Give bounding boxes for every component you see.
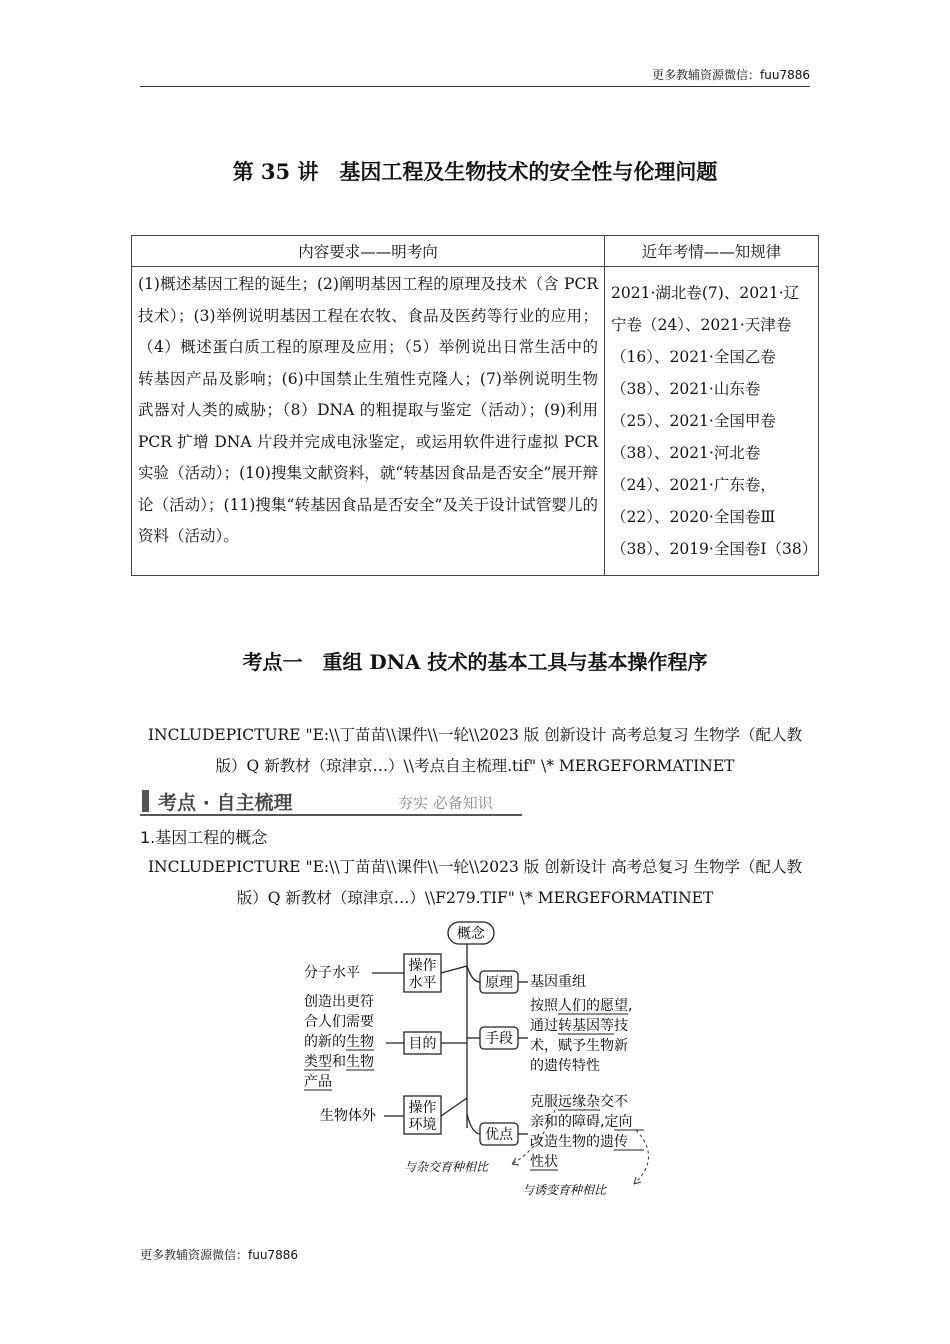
header-text: 更多教辅资源微信：fuu7886 <box>652 68 810 82</box>
section-title: 考点一 重组 DNA 技术的基本工具与基本操作程序 <box>242 650 708 674</box>
note-hybrid: 与杂交育种相比 <box>404 1160 489 1174</box>
node-label-advantage: 优点 <box>485 1127 513 1143</box>
desc-advantage-4: 性状 <box>530 1154 558 1170</box>
desc-purpose-2: 合人们需要 <box>304 1014 374 1030</box>
desc-purpose-4: 类型和生物 <box>304 1054 374 1070</box>
include-field-2: INCLUDEPICTURE "E:\\丁苗苗\\课件\\一轮\\2023 版 创新设计 高考总复习 生物学（配人教版）Q 新教材（琼津京…）\\F279.TIF" \* MERGEFORMATINET <box>147 858 803 907</box>
item-heading: 1.基因工程的概念 <box>140 828 268 847</box>
banner-subtitle: 夯实 必备知识 <box>398 794 493 812</box>
desc-means-2: 通过转基因等技 <box>530 1018 628 1034</box>
desc-means-3: 术，赋予生物新 <box>530 1038 628 1054</box>
desc-purpose-3: 的新的生物 <box>304 1034 374 1050</box>
desc-means-1: 按照人们的愿望, <box>530 998 633 1014</box>
note-mutation: 与诱变育种相比 <box>522 1183 607 1197</box>
page-title: 第 35 讲 基因工程及生物技术的安全性与伦理问题 <box>232 159 718 184</box>
node-label-level-2: 水平 <box>408 975 437 991</box>
requirements-table <box>131 235 819 576</box>
page-header <box>140 64 810 87</box>
desc-purpose-5: 产品 <box>304 1074 332 1090</box>
node-label-env-2: 环境 <box>408 1117 437 1133</box>
banner-bar <box>142 790 149 812</box>
node-label-level-1: 操作 <box>408 958 437 974</box>
desc-advantage-2: 亲和的障碍,定向 <box>530 1114 633 1130</box>
table-cell-content: (1)概述基因工程的诞生；(2)阐明基因工程的原理及技术（含 PCR 技术）；(3)举例说明基因工程在农牧、食品及医药等行业的应用；（4）概述蛋白质工程的原理及应用；（5）举例说出日常生活中的转基因产品及影响；(6)中国禁止生殖性克隆人；(7)举例说明生物武器对人类的威胁；（8）DNA 的粗提取与鉴定（活动）；(9)利用 PCR 扩增 DNA 片段并完成电泳鉴定，或运用软件进行虚拟 PCR 实验（活动）；(10)搜集文献资料，就“转基因食品是否安全”展开辩论（活动）；(11)搜集“转基因食品是否安全”及关于设计试管婴儿的资料（活动）。 <box>132 267 605 576</box>
desc-advantage-3: 改造生物的遗传 <box>530 1134 628 1150</box>
table-header-exams: 近年考情——知规律 <box>605 236 819 267</box>
node-label-purpose: 目的 <box>408 1036 437 1052</box>
root-node-label: 概念 <box>457 926 485 942</box>
desc-environment: 生物体外 <box>320 1108 376 1124</box>
include-field-1: INCLUDEPICTURE "E:\\丁苗苗\\课件\\一轮\\2023 版 创新设计 高考总复习 生物学（配人教版）Q 新教材（琼津京…）\\考点自主梳理.tif" \* MERGEFORMATINET <box>147 726 803 775</box>
desc-principle: 基因重组 <box>530 974 586 990</box>
table-header-content: 内容要求——明考向 <box>132 236 605 267</box>
node-label-means: 手段 <box>485 1031 513 1047</box>
table-cell-exams: 2021·湖北卷(7)、2021·辽宁卷（24）、2021·天津卷（16）、2021·全国乙卷（38）、2021·山东卷（25）、2021·全国甲卷（38）、2021·河北卷（24）、2021·广东卷，（22）、2020·全国卷Ⅲ（38）、2019·全国卷Ⅰ（38） <box>605 267 819 576</box>
node-label-principle: 原理 <box>485 975 513 991</box>
desc-means-4: 的遗传特性 <box>530 1058 600 1074</box>
desc-purpose-1: 创造出更符 <box>304 994 374 1010</box>
section-banner <box>140 786 522 816</box>
banner-title: 考点 · 自主梳理 <box>158 792 293 814</box>
page-footer: 更多教辅资源微信：fuu7886 <box>140 1248 298 1262</box>
node-label-env-1: 操作 <box>408 1100 437 1116</box>
desc-level: 分子水平 <box>304 965 360 981</box>
concept-diagram <box>300 918 690 1208</box>
desc-advantage-1: 克服远缘杂交不 <box>530 1094 628 1110</box>
